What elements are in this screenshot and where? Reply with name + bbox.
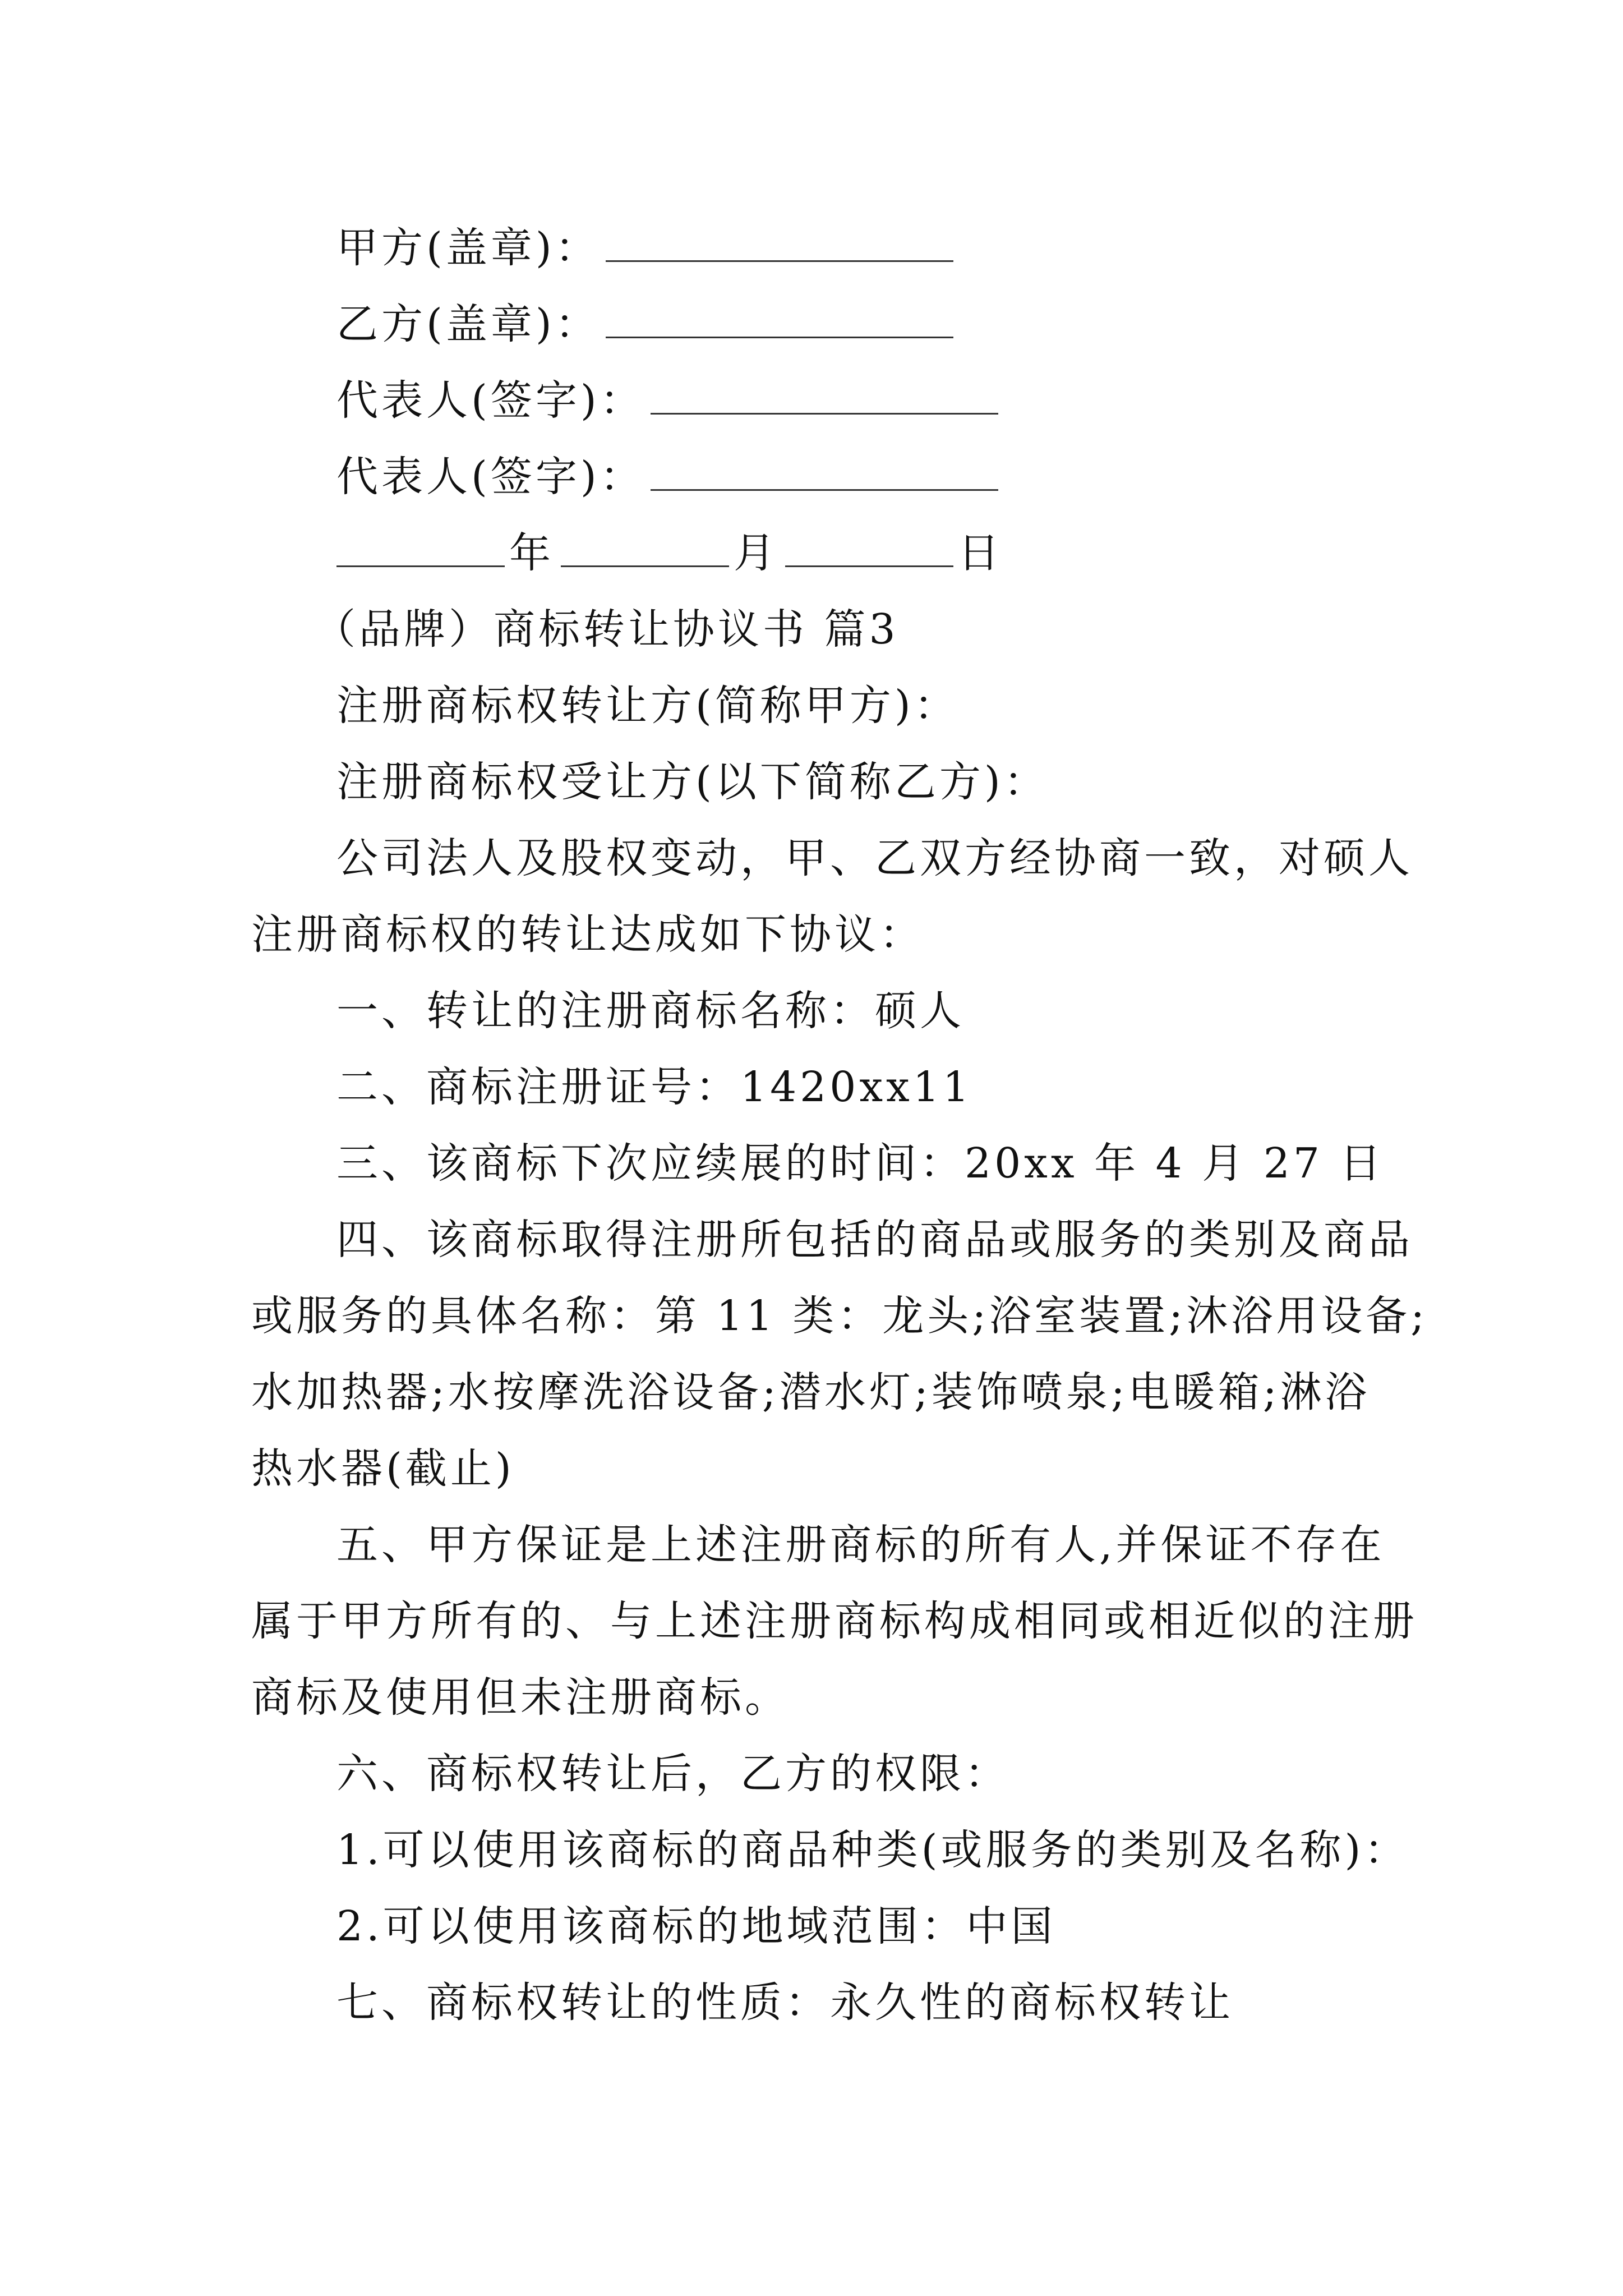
representative-sign-label-2: 代表人(签字)： xyxy=(336,453,645,501)
representative-sign-line-2 xyxy=(336,449,998,505)
transferee-line: 注册商标权受让方(以下简称乙方)： xyxy=(336,758,1049,806)
day-label: 日 xyxy=(958,529,1003,577)
clause-5-line-3: 商标及使用但未注册商标。 xyxy=(251,1673,790,1722)
month-label: 月 xyxy=(734,529,778,577)
representative-sign-blank-2 xyxy=(651,454,998,491)
party-a-seal-line xyxy=(336,220,953,276)
representative-sign-line-1 xyxy=(336,372,998,429)
clause-5-line-2: 属于甲方所有的、与上述注册商标构成相同或相近似的注册 xyxy=(251,1597,1418,1645)
month-blank xyxy=(561,531,729,567)
year-label: 年 xyxy=(509,529,554,577)
party-b-seal-line xyxy=(336,296,953,352)
intro-line-2: 注册商标权的转让达成如下协议： xyxy=(251,910,924,959)
date-line xyxy=(336,525,1003,581)
transferor-line: 注册商标权转让方(简称甲方)： xyxy=(336,682,959,730)
party-a-seal-label: 甲方(盖章)： xyxy=(336,224,600,272)
clause-2: 二、商标注册证号：1420xx11 xyxy=(336,1063,972,1111)
representative-sign-blank-1 xyxy=(651,378,998,415)
clause-4-line-3: 水加热器;水按摩洗浴设备;潜水灯;装饰喷泉;电暖箱;淋浴 xyxy=(251,1368,1370,1416)
clause-3: 三、该商标下次应续展的时间：20xx 年 4 月 27 日 xyxy=(336,1139,1385,1188)
day-blank xyxy=(785,531,953,567)
clause-6-sub-2: 2.可以使用该商标的地域范围：中国 xyxy=(336,1902,1056,1950)
section-title: （品牌）商标转让协议书 篇3 xyxy=(314,605,899,654)
party-b-seal-label: 乙方(盖章)： xyxy=(336,300,600,348)
intro-line-1: 公司法人及股权变动，甲、乙双方经协商一致，对硕人 xyxy=(336,834,1413,882)
clause-6-sub-1: 1.可以使用该商标的商品种类(或服务的类别及名称)： xyxy=(336,1826,1409,1874)
party-a-seal-blank xyxy=(606,226,953,262)
clause-5-line-1: 五、甲方保证是上述注册商标的所有人,并保证不存在 xyxy=(336,1521,1385,1569)
party-b-seal-blank xyxy=(606,302,953,338)
clause-4-line-2: 或服务的具体名称：第 11 类：龙头;浴室装置;沐浴用设备; xyxy=(251,1292,1428,1340)
clause-4-line-1: 四、该商标取得注册所包括的商品或服务的类别及商品 xyxy=(336,1216,1413,1264)
representative-sign-label-1: 代表人(签字)： xyxy=(336,376,645,425)
clause-4-line-4: 热水器(截止) xyxy=(251,1444,515,1493)
clause-7: 七、商标权转让的性质：永久性的商标权转让 xyxy=(336,1978,1234,2027)
clause-6: 六、商标权转让后，乙方的权限： xyxy=(336,1750,1009,1798)
year-blank xyxy=(336,531,505,567)
clause-1: 一、转让的注册商标名称：硕人 xyxy=(336,987,965,1035)
